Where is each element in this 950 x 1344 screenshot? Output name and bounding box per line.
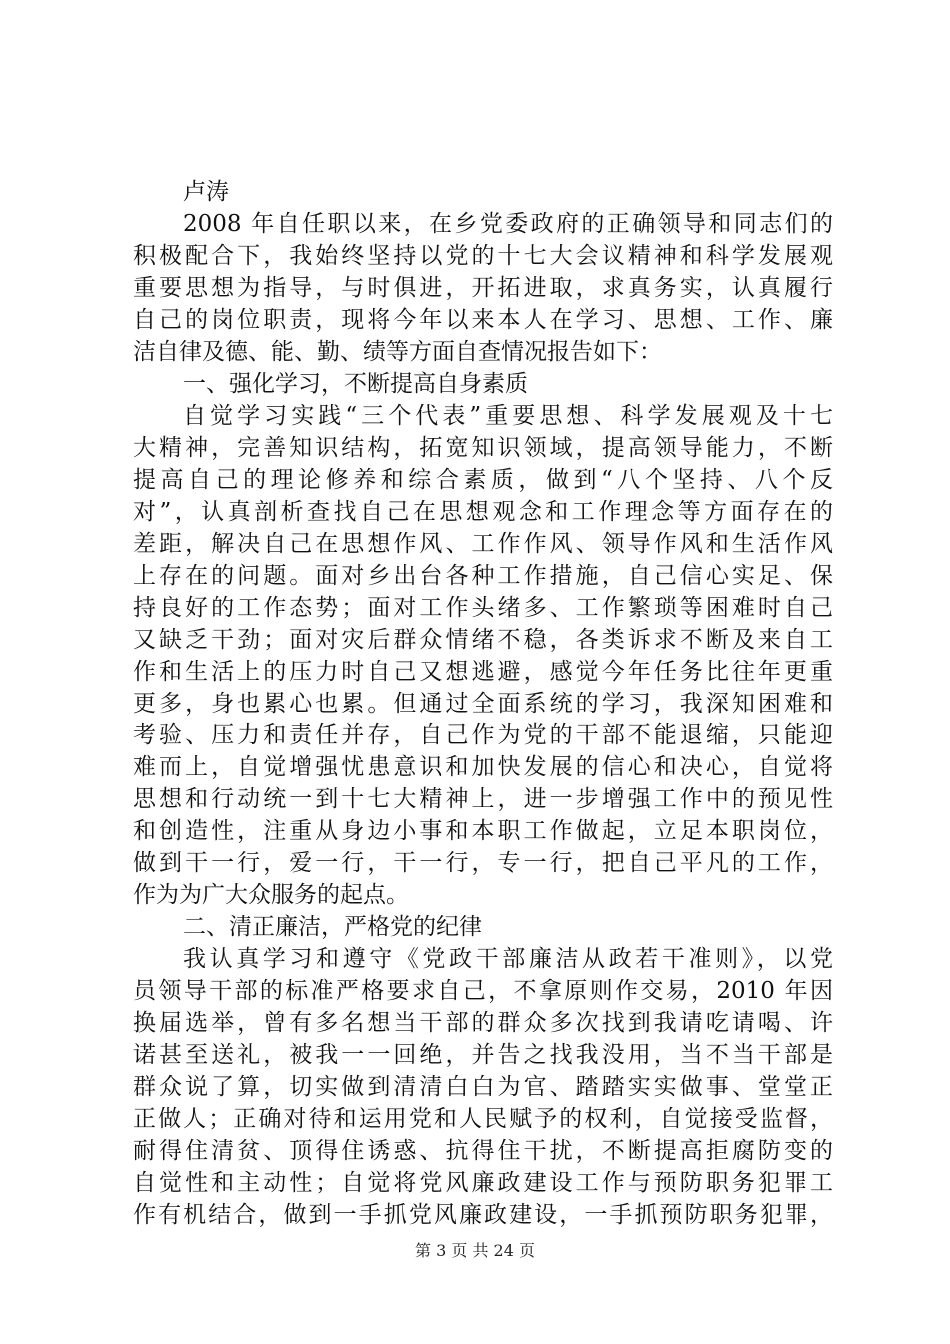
body-line: 自觉学习实践“三个代表”重要思想、科学发展观及十七 xyxy=(183,403,833,429)
body-line: 做到干一行，爱一行，干一行，专一行，把自己平凡的工作， xyxy=(133,850,833,876)
body-line: 诺甚至送礼，被我一一回绝，并告之找我没用，当不当干部是 xyxy=(133,1042,833,1068)
body-line: 作为为广大众服务的起点。 xyxy=(133,882,409,908)
body-line: 持良好的工作态势；面对工作头绪多、工作繁琐等困难时自己 xyxy=(133,595,833,621)
body-line: 作有机结合，做到一手抓党风廉政建设，一手抓预防职务犯罪， xyxy=(133,1202,833,1228)
body-line: 难而上，自觉增强忧患意识和加快发展的信心和决心，自觉将 xyxy=(133,754,833,780)
body-line: 提高自己的理论修养和综合素质，做到“八个坚持、八个反 xyxy=(133,467,833,493)
body-line: 洁自律及德、能、勤、绩等方面自查情况报告如下： xyxy=(133,339,662,365)
body-line: 群众说了算，切实做到清清白白为官、踏踏实实做事、堂堂正 xyxy=(133,1074,833,1100)
body-line: 和创造性，注重从身边小事和本职工作做起，立足本职岗位， xyxy=(133,818,833,844)
body-line: 重要思想为指导，与时俱进，开拓进取，求真务实，认真履行 xyxy=(133,275,833,301)
body-line: 我认真学习和遵守《党政干部廉洁从政若干准则》，以党 xyxy=(183,946,833,972)
body-line: 正做人；正确对待和运用党和人民赋予的权利，自觉接受监督， xyxy=(133,1106,833,1132)
body-line: 大精神，完善知识结构，拓宽知识领域，提高领导能力，不断 xyxy=(133,435,833,461)
body-line: 自己的岗位职责，现将今年以来本人在学习、思想、工作、廉 xyxy=(133,307,833,333)
body-line: 更多，身也累心也累。但通过全面系统的学习，我深知困难和 xyxy=(133,691,833,717)
body-line: 又缺乏干劲；面对灾后群众情绪不稳，各类诉求不断及来自工 xyxy=(133,627,833,653)
author-name: 卢涛 xyxy=(183,179,229,205)
body-line: 2008 年自任职以来，在乡党委政府的正确领导和同志们的 xyxy=(183,211,833,237)
body-line: 上存在的问题。面对乡出台各种工作措施，自己信心实足、保 xyxy=(133,563,833,589)
body-line: 员领导干部的标准严格要求自己，不拿原则作交易，2010 年因 xyxy=(133,978,833,1004)
body-line: 积极配合下，我始终坚持以党的十七大会议精神和科学发展观 xyxy=(133,243,833,269)
body-line: 差距，解决自己在思想作风、工作作风、领导作风和生活作风 xyxy=(133,531,833,557)
body-line: 作和生活上的压力时自己又想逃避，感觉今年任务比往年更重 xyxy=(133,659,833,685)
body-line: 二、清正廉洁，严格党的纪律 xyxy=(183,914,482,940)
body-line: 耐得住清贫、顶得住诱惑、抗得住干扰，不断提高拒腐防变的 xyxy=(133,1138,833,1164)
body-line: 一、强化学习，不断提高自身素质 xyxy=(183,371,528,397)
body-line: 思想和行动统一到十七大精神上，进一步增强工作中的预见性 xyxy=(133,786,833,812)
body-line: 考验、压力和责任并存，自己作为党的干部不能退缩，只能迎 xyxy=(133,722,833,748)
body-line: 自觉性和主动性；自觉将党风廉政建设工作与预防职务犯罪工 xyxy=(133,1170,833,1196)
page-footer: 第 3 页 共 24 页 xyxy=(415,1241,535,1260)
body-line: 换届选举，曾有多名想当干部的群众多次找到我请吃请喝、许 xyxy=(133,1010,833,1036)
body-line: 对”，认真剖析查找自己在思想观念和工作理念等方面存在的 xyxy=(133,499,833,525)
